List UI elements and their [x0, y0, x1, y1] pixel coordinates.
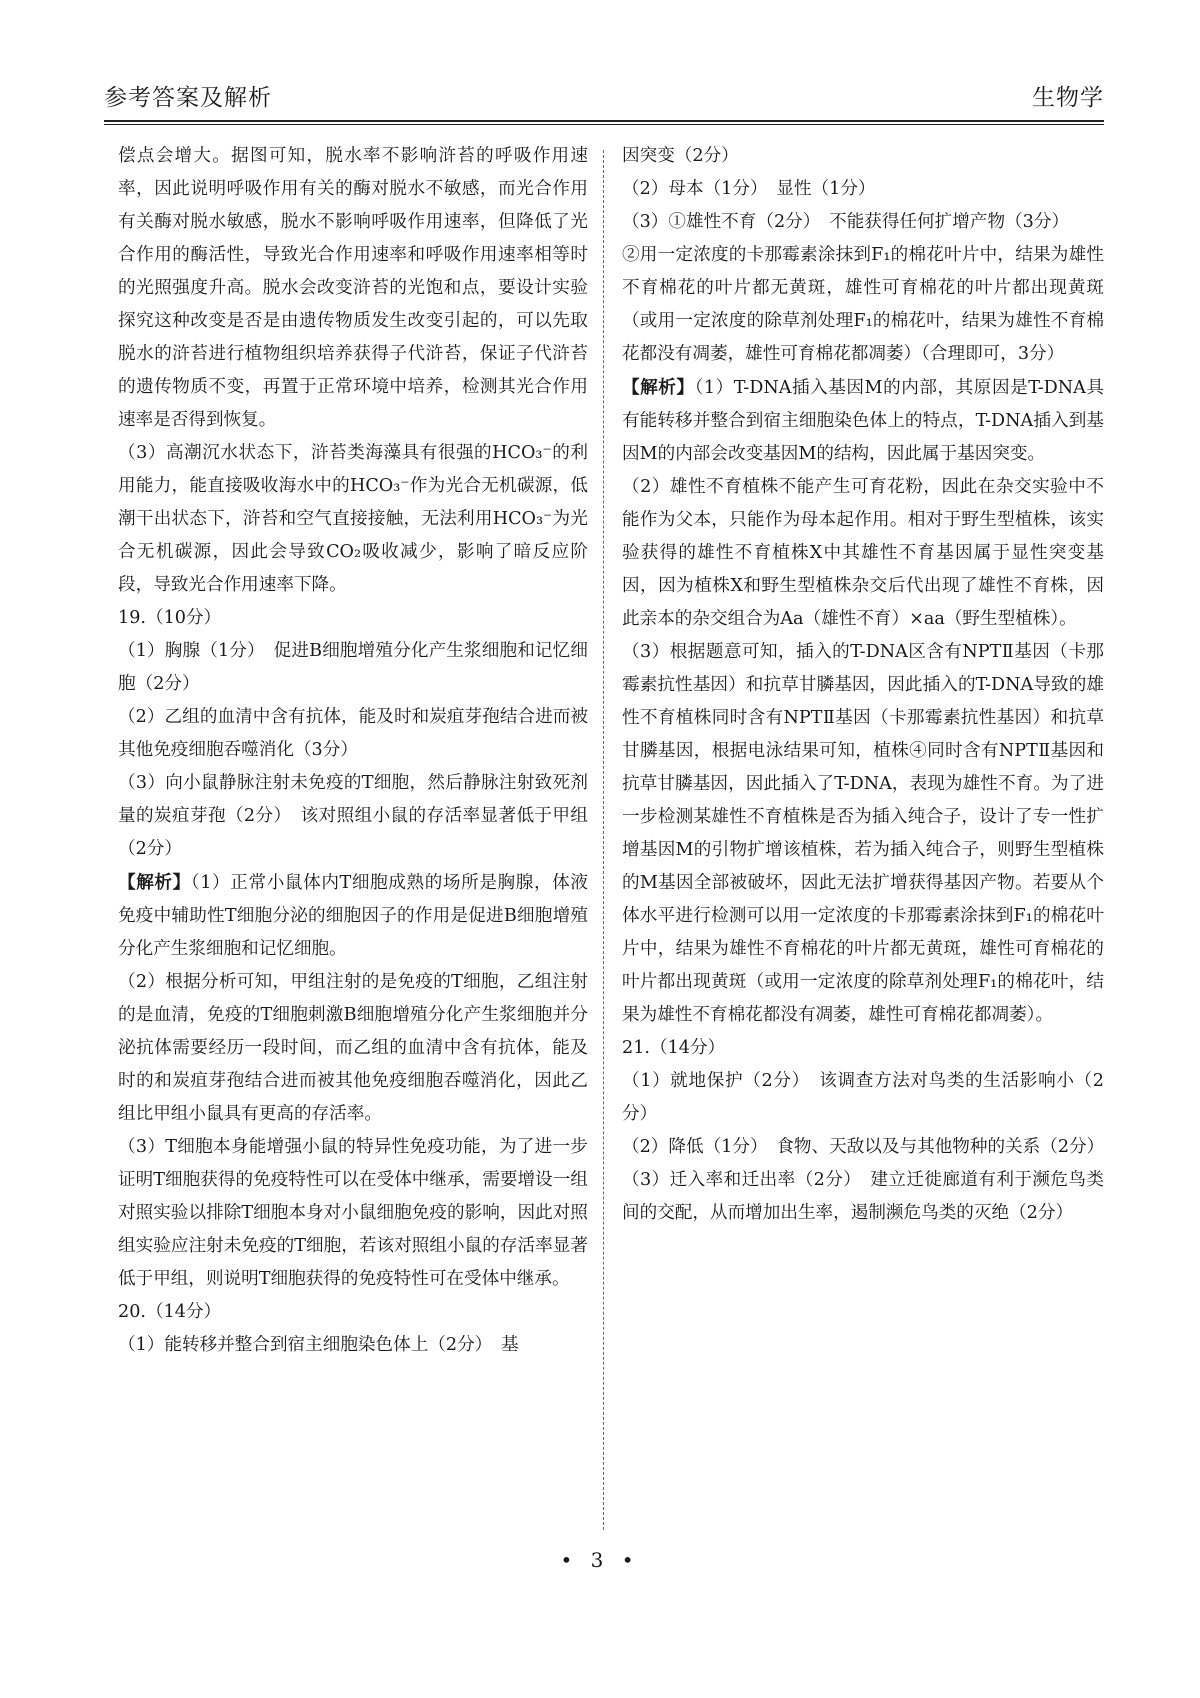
answer-line: （3）①雄性不育（2分） 不能获得任何扩增产物（3分） — [622, 212, 1070, 232]
paragraph: （2）雄性不育植株不能产生可育花粉，因此在杂交实验中不能作为父本，只能作为母本起作用。相对于野生型植株，该实验获得的雄性不育植株X中其雄性不育基因属于显性突变基因，因为植株X和野生型植株杂交后代出现了雄性不育株，因此亲本的杂交组合为Aa（雄性不育）×aa（野生型植株）。 — [622, 477, 1104, 629]
answer-line: （2）降低（1分） 食物、天敌以及与其他物种的关系（2分） — [622, 1137, 1105, 1157]
left-column — [118, 140, 588, 1362]
answer-line: （2）母本（1分） 显性（1分） — [622, 179, 876, 199]
analysis-text: （1）正常小鼠体内T细胞成熟的场所是胸腺，体液免疫中辅助性T细胞分泌的细胞因子的作用是促进B细胞增殖分化产生浆细胞和记忆细胞。 — [118, 873, 588, 959]
paragraph: 偿点会增大。据图可知，脱水率不影响浒苔的呼吸作用速率，因此说明呼吸作用有关的酶对脱水不敏感，而光合作用有关酶对脱水敏感，脱水不影响呼吸作用速率，但降低了光合作用的酶活性，导致光合作用速率和呼吸作用速率相等时的光照强度升高。脱水会改变浒苔的光饱和点，要设计实验探究这种改变是否是由遗传物质发生改变引起的，可以先取脱水的浒苔进行植物组织培养获得子代浒苔，保证子代浒苔的遗传物质不变，再置于正常环境中培养，检测其光合作用速率是否得到恢复。 — [118, 146, 588, 430]
paragraph: （2）根据分析可知，甲组注射的是免疫的T细胞，乙组注射的是血清，免疫的T细胞刺激B细胞增殖分化产生浆细胞并分泌抗体需要经历一段时间，而乙组的血清中含有抗体，能及时的和炭疽芽孢结合进而被其他免疫细胞吞噬消化，因此乙组比甲组小鼠具有更高的存活率。 — [118, 972, 588, 1124]
header-subject: 生物学 — [1032, 85, 1104, 111]
analysis-paragraph — [622, 371, 1104, 471]
column-divider — [603, 150, 604, 1530]
paragraph: （3）T细胞本身能增强小鼠的特异性免疫功能，为了进一步证明T细胞获得的免疫特性可以在受体中继承，需要增设一组对照实验以排除T细胞本身对小鼠细胞免疫的影响，因此对照组实验应注射未免疫的T细胞，若该对照组小鼠的存活率显著低于甲组，则说明T细胞获得的免疫特性可在受体中继承。 — [118, 1137, 588, 1289]
header-rule-thin — [104, 124, 1104, 125]
header-rule — [104, 120, 1104, 122]
question-number: 20.（14分） — [118, 1302, 222, 1322]
question-number: 19.（10分） — [118, 608, 222, 628]
answer-line: （1）能转移并整合到宿主细胞染色体上（2分） 基 — [118, 1335, 519, 1355]
answer-line: ②用一定浓度的卡那霉素涂抹到F₁的棉花叶片中，结果为雄性不育棉花的叶片都无黄斑，雄性可育棉花的叶片都出现黄斑（或用一定浓度的除草剂处理F₁的棉花叶，结果为雄性不育棉花都没有凋萎，雄性可育棉花都凋萎）（合理即可，3分） — [622, 245, 1104, 364]
analysis-label: 【解析】 — [118, 872, 191, 893]
paragraph: （3）根据题意可知，插入的T-DNA区含有NPTⅡ基因（卡那霉素抗性基因）和抗草甘膦基因，因此插入的T-DNA导致的雄性不育植株同时含有NPTⅡ基因（卡那霉素抗性基因）和抗草甘膦基因，根据电泳结果可知，植株④同时含有NPTⅡ基因和抗草甘膦基因，因此插入了T-DNA，表现为雄性不育。为了进一步检测某雄性不育植株是否为插入纯合子，设计了专一性扩增基因M的引物扩增该植株，若为插入纯合子，则野生型植株的M基因全部被破坏，因此无法扩增获得基因产物。若要从个体水平进行检测可以用一定浓度的卡那霉素涂抹到F₁的棉花叶片中，结果为雄性不育棉花的叶片都无黄斑，雄性可育棉花的叶片都出现黄斑（或用一定浓度的除草剂处理F₁的棉花叶，结果为雄性不育棉花都没有凋萎，雄性可育棉花都凋萎）。 — [622, 642, 1104, 1025]
page-number: • 3 • — [560, 1548, 640, 1572]
analysis-text: （1）T-DNA插入基因M的内部，其原因是T-DNA具有能转移并整合到宿主细胞染色体上的特点，T-DNA插入到基因M的内部会改变基因M的结构，因此属于基因突变。 — [622, 378, 1104, 464]
answer-line: （2）乙组的血清中含有抗体，能及时和炭疽芽孢结合进而被其他免疫细胞吞噬消化（3分） — [118, 707, 588, 760]
answer-line: （3）迁入率和迁出率（2分） 建立迁徙廊道有利于濒危鸟类间的交配，从而增加出生率，遏制濒危鸟类的灭绝（2分） — [622, 1170, 1104, 1223]
answer-line: 因突变（2分） — [622, 146, 739, 166]
analysis-paragraph — [118, 866, 588, 966]
answer-line: （3）向小鼠静脉注射未免疫的T细胞，然后静脉注射致死剂量的炭疽芽孢（2分） 该对照组小鼠的存活率显著低于甲组（2分） — [118, 773, 588, 859]
answer-line: （1）就地保护（2分） 该调查方法对鸟类的生活影响小（2分） — [622, 1071, 1104, 1124]
right-column — [622, 140, 1104, 1230]
header-title: 参考答案及解析 — [104, 85, 272, 111]
analysis-label: 【解析】 — [622, 377, 695, 398]
question-number: 21.（14分） — [622, 1038, 726, 1058]
paragraph: （3）高潮沉水状态下，浒苔类海藻具有很强的HCO₃⁻的利用能力，能直接吸收海水中的HCO₃⁻作为光合无机碳源，低潮干出状态下，浒苔和空气直接接触，无法利用HCO₃⁻为光合无机碳源，因此会导致CO₂吸收减少，影响了暗反应阶段，导致光合作用速率下降。 — [118, 443, 588, 595]
answer-line: （1）胸腺（1分） 促进B细胞增殖分化产生浆细胞和记忆细胞（2分） — [118, 641, 588, 694]
page-header — [104, 78, 1104, 112]
